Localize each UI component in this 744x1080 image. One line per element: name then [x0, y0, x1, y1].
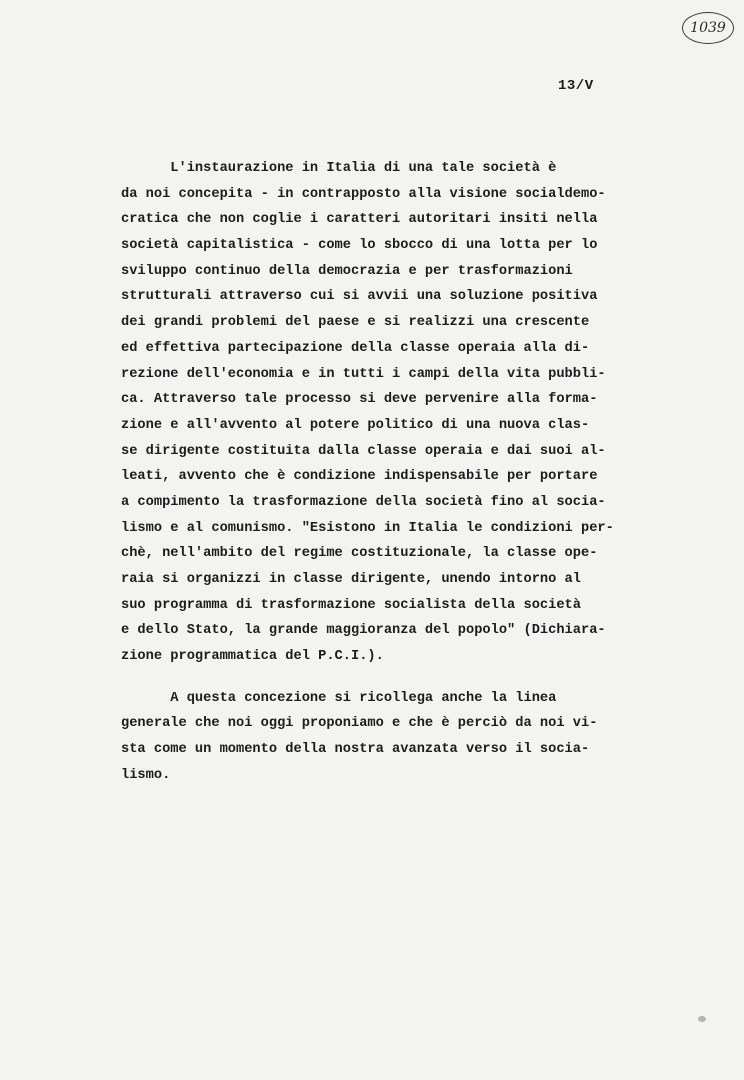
text-line: a compimento la trasformazione della società fino al socia-	[121, 494, 606, 510]
paragraph-2	[121, 686, 651, 789]
text-line: ed effettiva partecipazione della classe operaia alla di-	[121, 340, 590, 356]
text-line: società capitalistica - come lo sbocco di una lotta per lo	[121, 238, 598, 254]
text-line: L'instaurazione in Italia di una tale società è	[121, 161, 557, 176]
text-line: e dello Stato, la grande maggioranza del popolo" (Dichiara-	[121, 623, 606, 639]
text-line: da noi concepita - in contrapposto alla visione socialdemo-	[121, 186, 606, 202]
archive-number: 1039	[690, 20, 726, 36]
text-line: sviluppo continuo della democrazia e per trasformazioni	[121, 263, 573, 279]
text-line: rezione dell'economia e in tutti i campi della vita pubbli-	[121, 366, 606, 382]
paragraph-1	[121, 156, 651, 670]
text-line: lismo.	[121, 767, 171, 783]
text-line: leati, avvento che è condizione indispensabile per portare	[121, 469, 598, 485]
text-line: cratica che non coglie i caratteri autoritari insiti nella	[121, 212, 598, 228]
text-line: strutturali attraverso cui si avvii una soluzione positiva	[121, 289, 598, 305]
text-line: suo programma di trasformazione socialista della società	[121, 597, 581, 613]
text-line: sta come un momento della nostra avanzata verso il socia-	[121, 742, 590, 758]
text-line: zione e all'avvento al potere politico di una nuova clas-	[121, 417, 590, 433]
body-text	[121, 156, 651, 789]
text-line: ca. Attraverso tale processo si deve pervenire alla forma-	[121, 392, 598, 408]
archive-number-stamp	[682, 12, 734, 44]
page-number: 13/V	[558, 78, 594, 94]
text-line: dei grandi problemi del paese e si realizzi una crescente	[121, 315, 590, 331]
text-line: raia si organizzi in classe dirigente, unendo intorno al	[121, 572, 581, 587]
paper-speck	[698, 1016, 706, 1022]
text-line: zione programmatica del P.C.I.).	[121, 649, 384, 665]
paragraph-gap	[121, 670, 651, 686]
text-line: chè, nell'ambito del regime costituzionale, la classe ope-	[121, 546, 598, 562]
text-line: se dirigente costituita dalla classe operaia e dai suoi al-	[121, 443, 606, 459]
text-line: A questa concezione si ricollega anche la linea	[121, 690, 557, 706]
text-line: generale che noi oggi proponiamo e che è perciò da noi vi-	[121, 716, 598, 732]
text-line: lismo e al comunismo. "Esistono in Italia le condizioni per-	[121, 520, 614, 536]
